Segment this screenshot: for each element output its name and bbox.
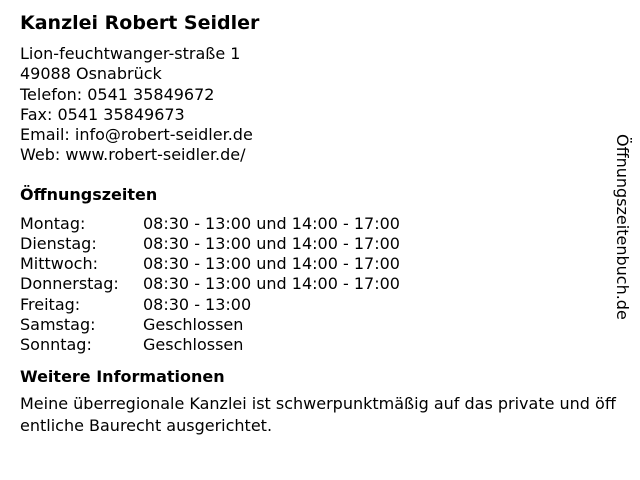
fax-number: Fax: 0541 35849673: [20, 104, 185, 124]
time-value: 08:30 - 13:00 und 14:00 - 17:00: [143, 213, 400, 233]
more-info-heading: Weitere Informationen: [20, 367, 225, 387]
time-value: 08:30 - 13:00 und 14:00 - 17:00: [143, 274, 400, 294]
website-url: Web: www.robert-seidler.de/: [20, 145, 246, 165]
more-info-text: Meine überregionale Kanzlei ist schwerpunktmäßig auf das private und öffentliche Baurecht ausgerichtet.: [20, 394, 616, 436]
day-label: Montag:: [20, 213, 86, 233]
business-name: Kanzlei Robert Seidler: [20, 12, 260, 34]
hours-row: [20, 315, 610, 335]
email-address: Email: info@robert-seidler.de: [20, 125, 253, 145]
day-label: Donnerstag:: [20, 274, 119, 294]
contact-details: [20, 44, 610, 166]
hours-row: [20, 254, 610, 274]
hours-row: [20, 295, 610, 315]
hours-row: [20, 214, 610, 234]
time-value: 08:30 - 13:00: [143, 294, 252, 314]
hours-row: [20, 274, 610, 294]
opening-hours-heading: Öffnungszeiten: [20, 184, 158, 204]
site-watermark: Öffnungszeitenbuch.de: [613, 134, 632, 320]
time-value: Geschlossen: [143, 314, 244, 334]
time-value: 08:30 - 13:00 und 14:00 - 17:00: [143, 254, 400, 274]
address-street: Lion-feuchtwanger-straße 1: [20, 44, 241, 63]
opening-hours-table: [20, 214, 610, 355]
day-label: Samstag:: [20, 314, 96, 334]
hours-row: [20, 335, 610, 355]
time-value: 08:30 - 13:00 und 14:00 - 17:00: [143, 233, 400, 253]
phone-number: Telefon: 0541 35849672: [20, 84, 215, 104]
day-label: Freitag:: [20, 294, 81, 314]
hours-row: [20, 234, 610, 254]
business-card: [20, 12, 616, 437]
time-value: Geschlossen: [143, 335, 244, 354]
day-label: Dienstag:: [20, 233, 97, 253]
day-label: Mittwoch:: [20, 254, 98, 274]
day-label: Sonntag:: [20, 335, 92, 354]
address-city: 49088 Osnabrück: [20, 64, 162, 84]
